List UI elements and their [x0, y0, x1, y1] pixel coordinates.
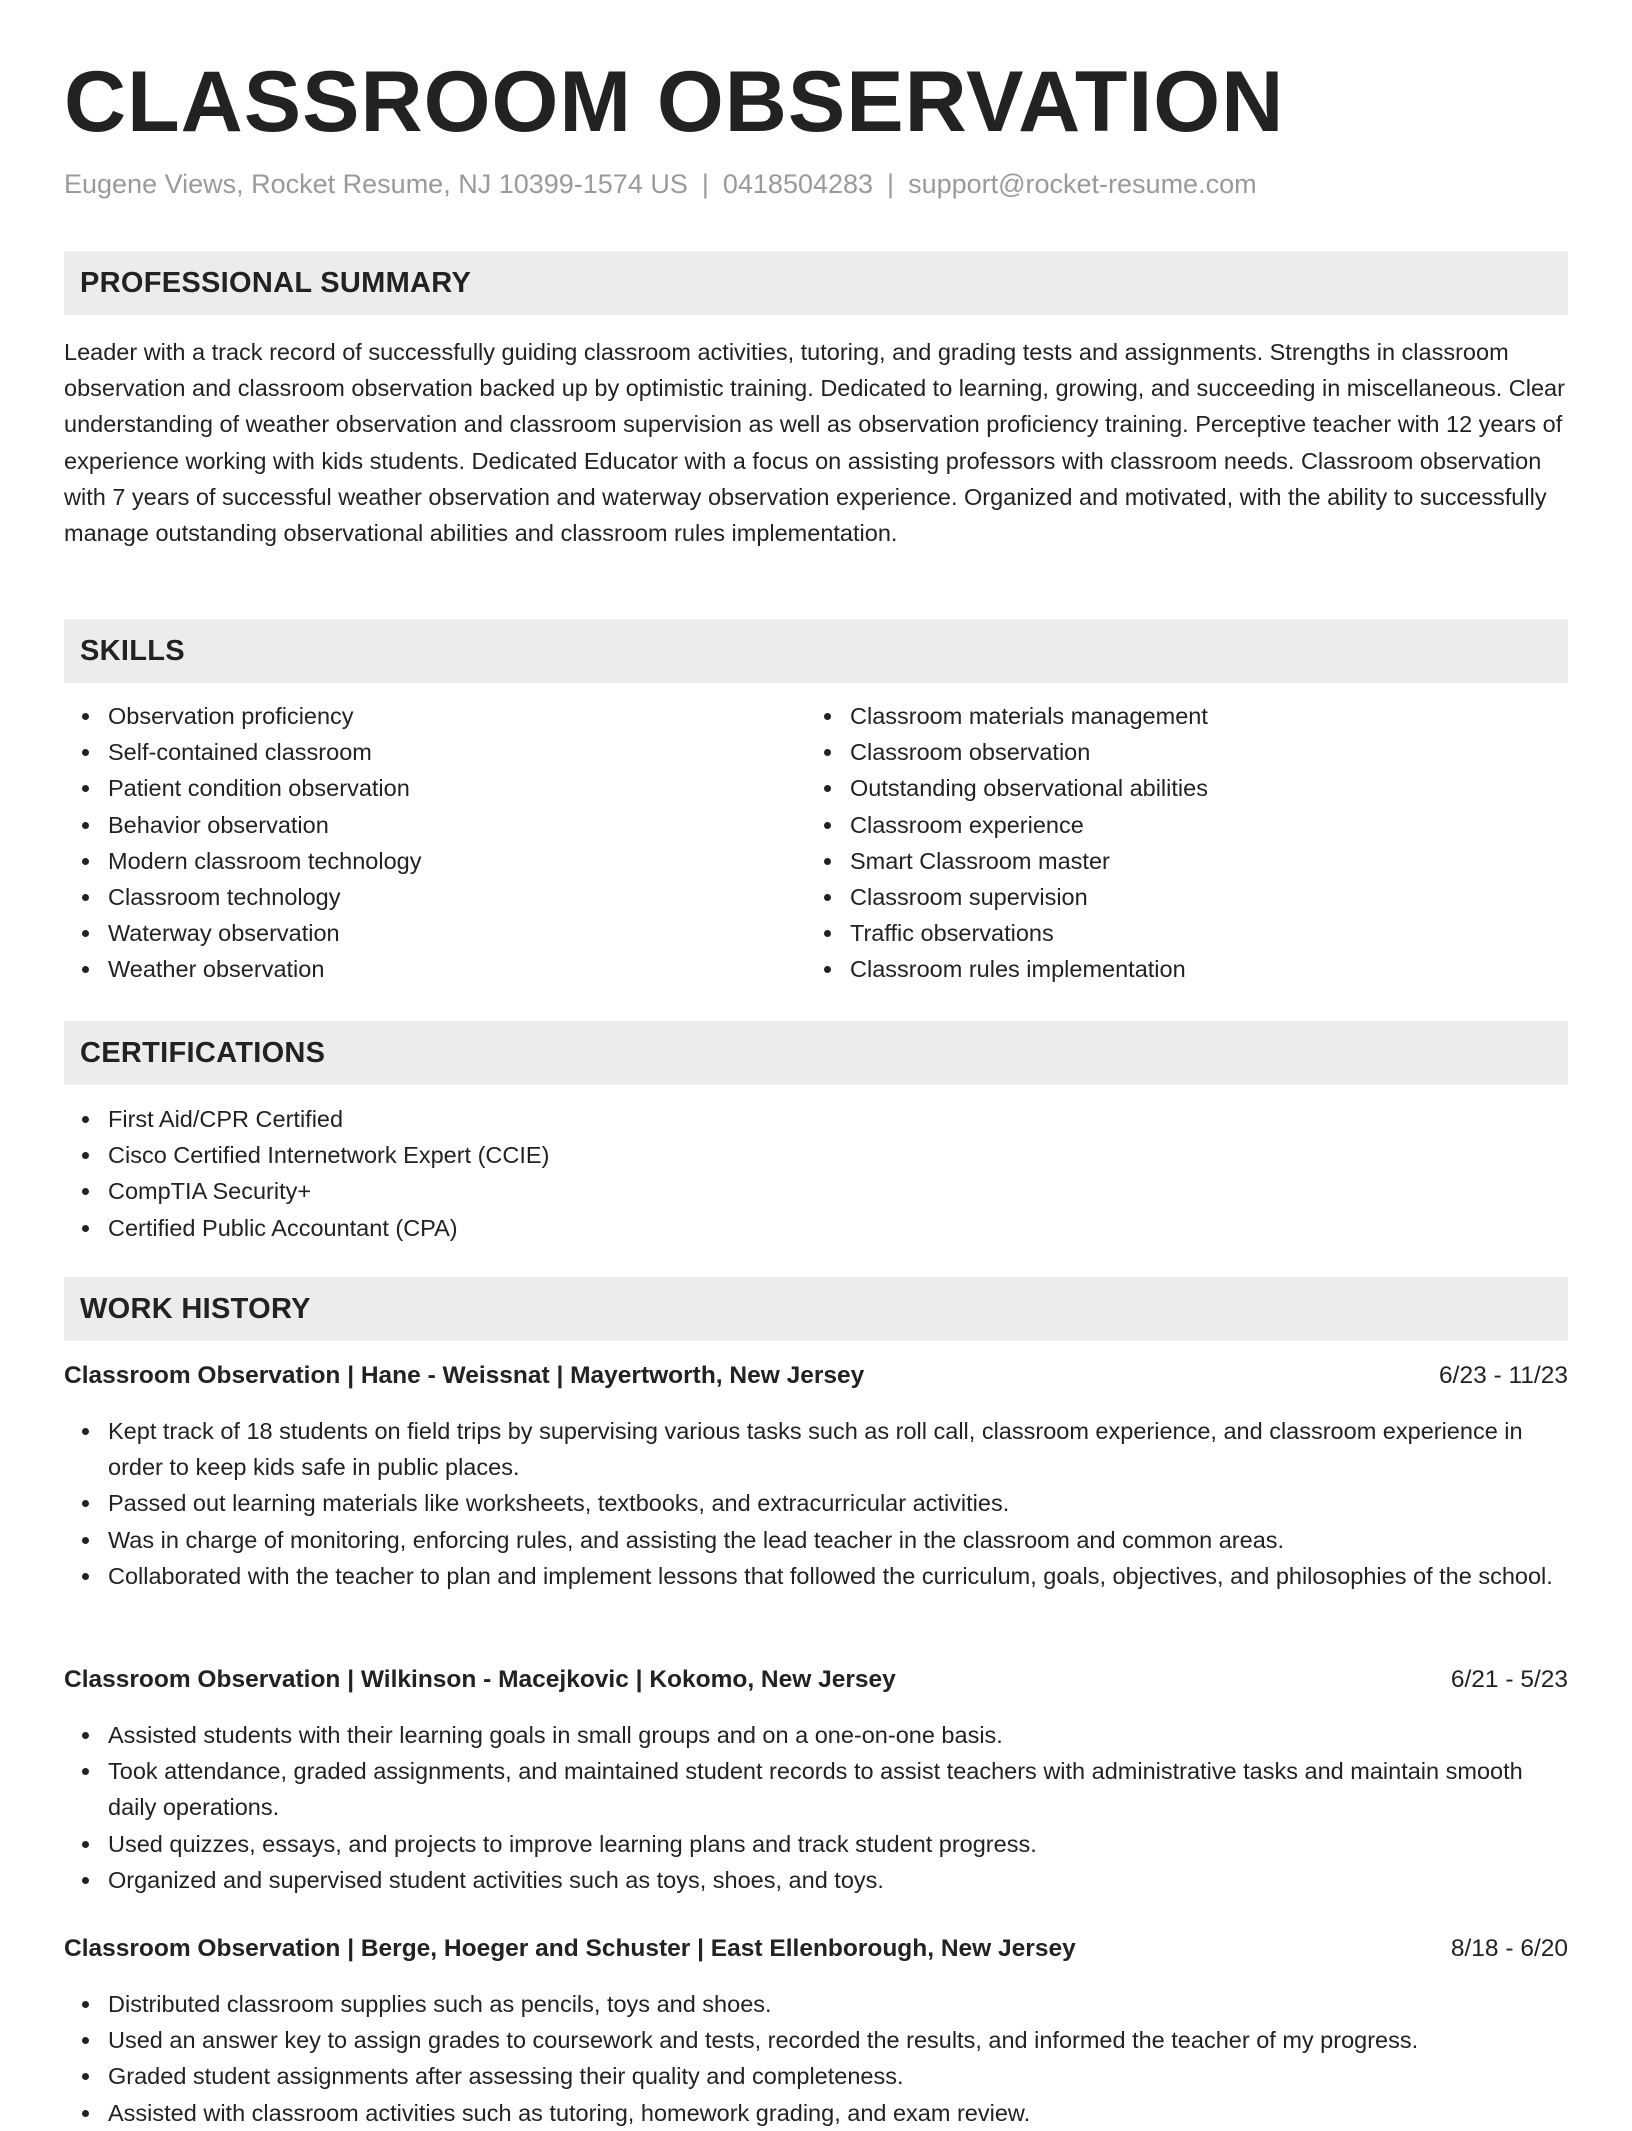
job-bullet: Organized and supervised student activities such as toys, shoes, and toys.: [64, 1862, 1568, 1898]
job-bullet: Was in charge of monitoring, enforcing rules, and assisting the lead teacher in the classroom and common areas.: [64, 1522, 1568, 1558]
skill-item: Self-contained classroom: [64, 734, 804, 770]
skill-item: Classroom rules implementation: [806, 951, 1568, 987]
job-bullet: Distributed classroom supplies such as pencils, toys and shoes.: [64, 1986, 1568, 2022]
job-bullets: [64, 1413, 1568, 1594]
skill-item: Classroom supervision: [806, 879, 1568, 915]
skills-list-right: [806, 698, 1568, 988]
contact-email: support@rocket-resume.com: [908, 169, 1257, 199]
skill-item: Waterway observation: [64, 915, 804, 951]
skill-item: Classroom technology: [64, 879, 804, 915]
contact-separator: |: [887, 169, 895, 199]
skill-item: Outstanding observational abilities: [806, 770, 1568, 806]
skill-item: Patient condition observation: [64, 770, 804, 806]
job-dates: 8/18 - 6/20: [1450, 1935, 1568, 1962]
summary-section-title: PROFESSIONAL SUMMARY: [80, 267, 472, 299]
skill-item: Classroom materials management: [806, 698, 1568, 734]
certifications-section-title: CERTIFICATIONS: [80, 1037, 326, 1069]
work-section-header: [64, 1277, 1568, 1341]
job-bullet: Graded student assignments after assessing their quality and completeness.: [64, 2058, 1568, 2094]
job-bullet: Took attendance, graded assignments, and maintained student records to assist teachers with administrative tasks and maintain smooth daily operations.: [64, 1753, 1568, 1825]
job-bullets: [64, 1986, 1568, 2131]
summary-section-header: [64, 251, 1568, 315]
job-dates: 6/23 - 11/23: [1439, 1362, 1568, 1389]
job-bullet: Assisted with classroom activities such as tutoring, homework grading, and exam review.: [64, 2095, 1568, 2131]
skill-item: Weather observation: [64, 951, 804, 987]
job-bullet: Assisted students with their learning goals in small groups and on a one-on-one basis.: [64, 1717, 1568, 1753]
skills-list-left: [64, 698, 804, 988]
job-bullet: Passed out learning materials like worksheets, textbooks, and extracurricular activities.: [64, 1485, 1568, 1521]
work-section-title: WORK HISTORY: [80, 1293, 311, 1325]
certification-item: CompTIA Security+: [64, 1173, 1568, 1209]
job-bullet: Used quizzes, essays, and projects to improve learning plans and track student progress.: [64, 1826, 1568, 1862]
job-bullet: Kept track of 18 students on field trips by supervising various tasks such as roll call, classroom experience, and classroom experience in order to keep kids safe in public places.: [64, 1413, 1568, 1485]
job-bullet: Used an answer key to assign grades to coursework and tests, recorded the results, and informed the teacher of my progress.: [64, 2022, 1568, 2058]
contact-address: Eugene Views, Rocket Resume, NJ 10399-1574 US: [64, 169, 688, 199]
contact-separator: |: [701, 169, 709, 199]
skill-item: Classroom experience: [806, 807, 1568, 843]
job-title: Classroom Observation | Hane - Weissnat | Mayertworth, New Jersey: [64, 1362, 865, 1389]
skills-section-title: SKILLS: [80, 635, 185, 667]
job-bullets: [64, 1717, 1568, 1898]
certification-item: First Aid/CPR Certified: [64, 1101, 1568, 1137]
certifications-section-header: [64, 1021, 1568, 1085]
skill-item: Classroom observation: [806, 734, 1568, 770]
summary-text: Leader with a track record of successfully guiding classroom activities, tutoring, and grading tests and assignments. Strengths in classroom observation and classroom observation backed up by optimistic training. Dedicated to learning, growing, and succeeding in miscellaneous. Clear understanding of weather observation and classroom supervision as well as observation proficiency training. Perceptive teacher with 12 years of experience working with kids students. Dedicated Educator with a focus on assisting professors with classroom needs. Classroom observation with 7 years of successful weather observation and waterway observation experience. Organized and motivated, with the ability to successfully manage outstanding observational abilities and classroom rules implementation.: [64, 339, 1565, 547]
job-bullet: Collaborated with the teacher to plan and implement lessons that followed the curriculum, goals, objectives, and philosophies of the school.: [64, 1558, 1568, 1594]
skill-item: Traffic observations: [806, 915, 1568, 951]
skill-item: Modern classroom technology: [64, 843, 804, 879]
skill-item: Observation proficiency: [64, 698, 804, 734]
skills-section-header: [64, 619, 1568, 683]
skill-item: Smart Classroom master: [806, 843, 1568, 879]
job-dates: 6/21 - 5/23: [1450, 1666, 1568, 1693]
job-title: Classroom Observation | Berge, Hoeger and Schuster | East Ellenborough, New Jersey: [64, 1935, 1076, 1962]
candidate-name: CLASSROOM OBSERVATION: [64, 54, 1285, 150]
skill-item: Behavior observation: [64, 807, 804, 843]
certifications-list: [64, 1101, 1568, 1246]
job-title: Classroom Observation | Wilkinson - Macejkovic | Kokomo, New Jersey: [64, 1666, 896, 1693]
certification-item: Certified Public Accountant (CPA): [64, 1210, 1568, 1246]
contact-line: [64, 166, 1257, 202]
contact-phone: 0418504283: [722, 169, 874, 199]
certification-item: Cisco Certified Internetwork Expert (CCIE): [64, 1137, 1568, 1173]
